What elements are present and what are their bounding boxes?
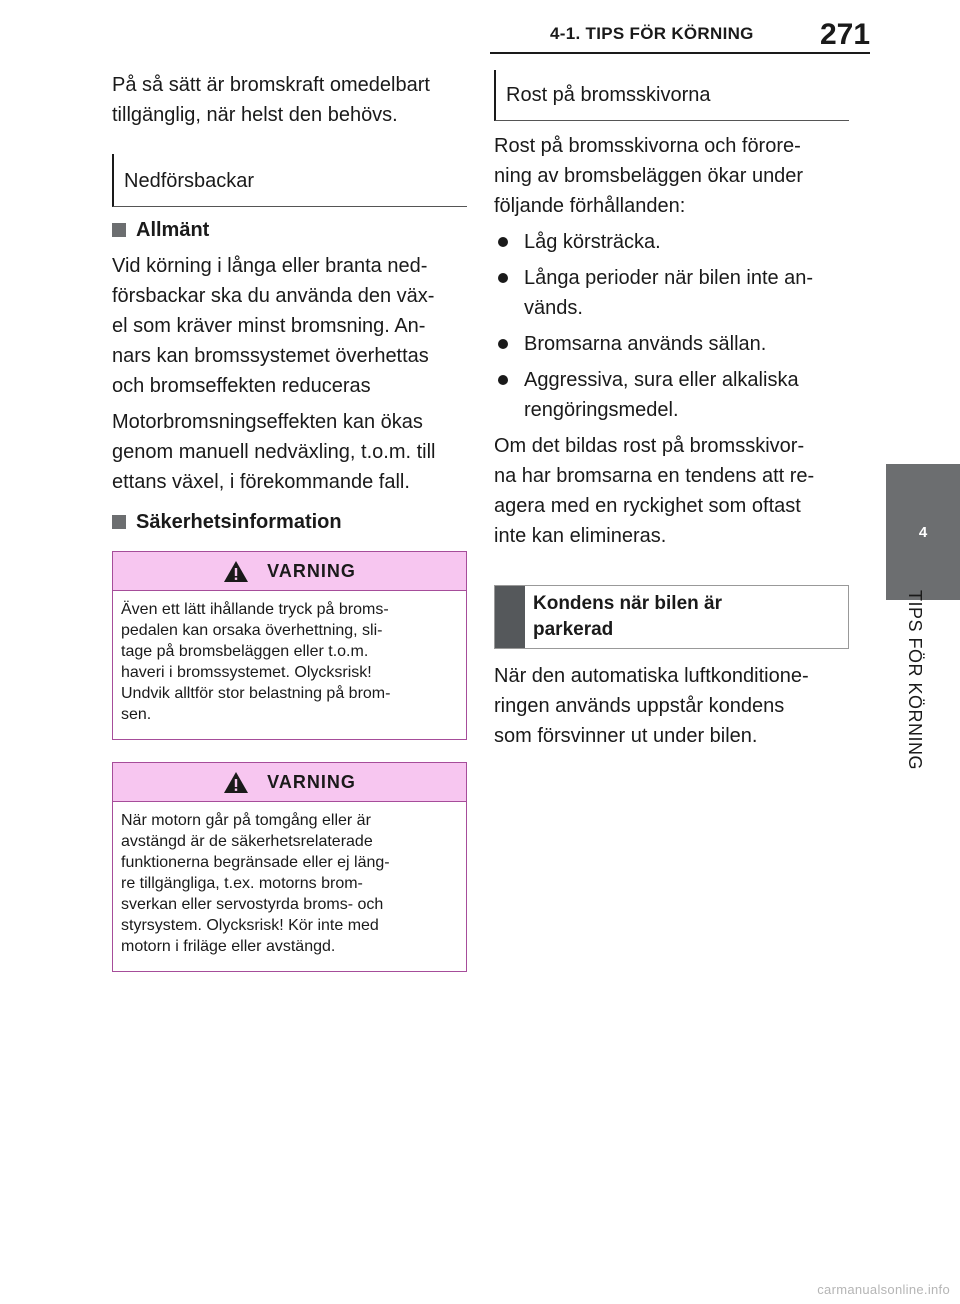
warning-triangle-icon xyxy=(223,771,249,794)
warning-label: VARNING xyxy=(267,771,356,792)
watermark: carmanualsonline.info xyxy=(817,1282,950,1297)
warning-header xyxy=(113,763,466,802)
list-item: Långa perioder när bilen inte an- vänds. xyxy=(494,263,849,323)
heading-text: Kondens när bilen är parkerad xyxy=(533,593,722,640)
bullet-dot-icon xyxy=(498,339,508,349)
bullet-dot-icon xyxy=(498,273,508,283)
chapter-tab-number: 4 xyxy=(886,464,960,600)
page-header xyxy=(0,0,960,60)
header-rule xyxy=(490,52,870,54)
section-title: 4-1. TIPS FÖR KÖRNING xyxy=(550,24,754,43)
paragraph-rust-intro: Rost på bromsskivorna och förore- ning av bromsbeläggen ökar under följande förhållanden: xyxy=(494,135,804,217)
warning-text: Även ett lätt ihållande tryck på broms- pedalen kan orsaka överhettning, sli- tage på bromsbeläggen eller t.o.m. haveri i bromssystemet. Olycksrisk! Undvik alltför stor belastning på brom- sen. xyxy=(121,601,391,723)
warning-triangle-icon xyxy=(223,560,249,583)
left-column xyxy=(112,70,467,972)
list-item: Aggressiva, sura eller alkaliska rengöringsmedel. xyxy=(494,365,849,425)
heading-bar xyxy=(495,586,525,648)
warning-text: När motorn går på tomgång eller är avstängd är de säkerhetsrelaterade funktionerna begränsade eller ej läng- re tillgängliga, t.ex. motorns brom- sverkan eller servostyrda broms- och styrsystem. Olycksrisk! Kör inte med motorn i friläge eller avstängd. xyxy=(121,812,390,955)
warning-box-1 xyxy=(112,551,467,740)
square-bullet-icon xyxy=(112,223,126,237)
paragraph-rust-effect: Om det bildas rost på bromsskivor- na har bromsarna en tendens att re- agera med en ryckighet som oftast inte kan elimineras. xyxy=(494,435,815,547)
right-column xyxy=(494,70,849,751)
bullet-list xyxy=(494,227,849,425)
section-heading-kondens xyxy=(494,585,849,649)
warning-label: VARNING xyxy=(267,560,356,581)
bullet-dot-icon xyxy=(498,237,508,247)
paragraph-downhill: Vid körning i långa eller branta ned- försbackar ska du använda den väx- el som kräver minst bromsning. An- nars kan bromssystemet överhettas och bromseffekten reduceras xyxy=(112,255,435,397)
chapter-tab-title: TIPS FÖR KÖRNING xyxy=(905,590,925,771)
square-bullet-icon xyxy=(112,515,126,529)
paragraph-condensation: När den automatiska luftkonditione- ringen används uppstår kondens som försvinner ut under bilen. xyxy=(494,665,809,747)
subheading-sakerhetsinformation: Säkerhetsinformation xyxy=(112,507,467,537)
section-heading-rost: Rost på bromsskivorna xyxy=(494,70,849,121)
subheading-allmant: Allmänt xyxy=(112,215,467,245)
warning-box-2 xyxy=(112,762,467,972)
section-heading-nedforsbackar: Nedförsbackar xyxy=(112,154,467,207)
list-item: Bromsarna används sällan. xyxy=(494,329,849,359)
warning-header xyxy=(113,552,466,591)
paragraph-engine-braking: Motorbromsningseffekten kan ökas genom manuell nedväxling, t.o.m. till ettans växel, i förekommande fall. xyxy=(112,411,436,493)
page-number: 271 xyxy=(820,18,871,51)
bullet-dot-icon xyxy=(498,375,508,385)
intro-paragraph: På så sätt är bromskraft omedelbart tillgänglig, när helst den behövs. xyxy=(112,74,430,126)
list-item: Låg körsträcka. xyxy=(494,227,849,257)
